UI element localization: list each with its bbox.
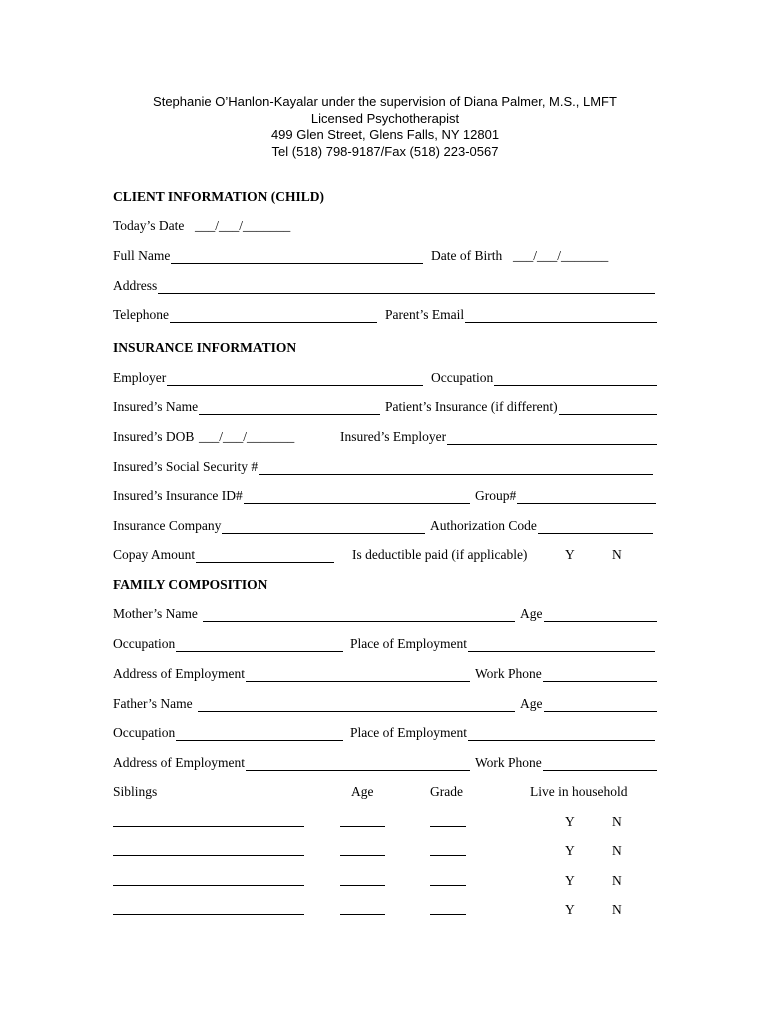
todays-date-row bbox=[113, 218, 658, 238]
employer-field[interactable] bbox=[167, 373, 423, 386]
copay-row bbox=[113, 547, 658, 567]
sibling-grade-field[interactable] bbox=[430, 902, 466, 915]
copay-amount-label: Copay Amount bbox=[113, 547, 196, 562]
fathers-name-label: Father’s Name bbox=[113, 696, 193, 711]
authorization-code-label: Authorization Code bbox=[430, 518, 537, 533]
mother-address-of-employment-field[interactable] bbox=[246, 669, 470, 682]
mother-address-employment-row bbox=[113, 666, 658, 686]
full-name-field[interactable] bbox=[171, 251, 423, 264]
insurance-company-field[interactable] bbox=[222, 521, 425, 534]
practitioner-line: Stephanie O’Hanlon-Kayalar under the supervision of Diana Palmer, M.S., LMFT bbox=[153, 94, 617, 109]
mother-occupation-row bbox=[113, 636, 658, 656]
father-place-of-employment-label: Place of Employment bbox=[350, 725, 467, 740]
occupation-label: Occupation bbox=[431, 370, 494, 385]
sibling-age-field[interactable] bbox=[340, 843, 385, 856]
sibling-name-field[interactable] bbox=[113, 902, 304, 915]
occupation-field[interactable] bbox=[494, 373, 657, 386]
employer-label: Employer bbox=[113, 370, 167, 385]
insureds-employer-field[interactable] bbox=[447, 432, 657, 445]
social-security-field[interactable] bbox=[259, 462, 653, 475]
telephone-row bbox=[113, 307, 658, 327]
father-address-employment-row bbox=[113, 755, 658, 775]
telephone-field[interactable] bbox=[170, 310, 377, 323]
father-occupation-row bbox=[113, 725, 658, 745]
father-address-of-employment-field[interactable] bbox=[246, 758, 470, 771]
mother-place-of-employment-field[interactable] bbox=[468, 639, 655, 652]
mother-age-field[interactable] bbox=[544, 609, 658, 622]
section-title-family: FAMILY COMPOSITION bbox=[113, 577, 268, 592]
mother-work-phone-field[interactable] bbox=[543, 669, 657, 682]
sibling-age-field[interactable] bbox=[340, 814, 385, 827]
sibling-household-yes[interactable]: Y bbox=[565, 902, 575, 917]
father-occupation-field[interactable] bbox=[176, 728, 343, 741]
social-security-row bbox=[113, 459, 658, 479]
patients-insurance-label: Patient’s Insurance (if different) bbox=[385, 399, 558, 414]
father-place-of-employment-field[interactable] bbox=[468, 728, 655, 741]
father-age-field[interactable] bbox=[544, 699, 658, 712]
insureds-employer-label: Insured’s Employer bbox=[340, 429, 447, 444]
deductible-yes-option[interactable]: Y bbox=[565, 547, 575, 562]
insurance-id-label: Insured’s Insurance ID# bbox=[113, 488, 243, 503]
sibling-household-yes[interactable]: Y bbox=[565, 814, 575, 829]
sibling-grade-field[interactable] bbox=[430, 814, 466, 827]
insurance-id-field[interactable] bbox=[244, 491, 470, 504]
fathers-name-field[interactable] bbox=[198, 699, 515, 712]
father-address-of-employment-label: Address of Employment bbox=[113, 755, 245, 770]
insurance-company-label: Insurance Company bbox=[113, 518, 222, 533]
employer-row bbox=[113, 370, 658, 390]
deductible-no-option[interactable]: N bbox=[612, 547, 622, 562]
mothers-name-row bbox=[113, 606, 658, 626]
sibling-household-yes[interactable]: Y bbox=[565, 873, 575, 888]
mothers-name-label: Mother’s Name bbox=[113, 606, 198, 621]
title-line: Licensed Psychotherapist bbox=[310, 110, 460, 126]
social-security-label: Insured’s Social Security # bbox=[113, 459, 259, 474]
full-name-row bbox=[113, 248, 658, 268]
sibling-household-no[interactable]: N bbox=[612, 814, 622, 829]
sibling-household-yes[interactable]: Y bbox=[565, 843, 575, 858]
insureds-name-field[interactable] bbox=[199, 402, 380, 415]
patients-insurance-field[interactable] bbox=[559, 402, 657, 415]
copay-amount-field[interactable] bbox=[196, 550, 334, 563]
parents-email-field[interactable] bbox=[465, 310, 657, 323]
practice-header bbox=[0, 94, 770, 160]
sibling-row bbox=[113, 902, 658, 922]
siblings-household-header: Live in household bbox=[530, 784, 628, 799]
mother-age-label: Age bbox=[520, 606, 543, 621]
section-title-client: CLIENT INFORMATION (CHILD) bbox=[113, 189, 325, 204]
deductible-paid-label: Is deductible paid (if applicable) bbox=[352, 547, 528, 562]
insurance-company-row bbox=[113, 518, 658, 538]
authorization-code-field[interactable] bbox=[538, 521, 653, 534]
sibling-row bbox=[113, 843, 658, 863]
date-of-birth-label: Date of Birth bbox=[431, 248, 503, 263]
sibling-name-field[interactable] bbox=[113, 814, 304, 827]
full-name-label: Full Name bbox=[113, 248, 171, 263]
siblings-header-row bbox=[113, 784, 658, 804]
date-of-birth-field[interactable]: ___/___/_______ bbox=[513, 248, 609, 263]
insureds-dob-label: Insured’s DOB bbox=[113, 429, 195, 444]
insureds-name-row bbox=[113, 399, 658, 419]
phone-fax-line: Tel (518) 798-9187/Fax (518) 223-0567 bbox=[271, 143, 499, 159]
mothers-name-field[interactable] bbox=[203, 609, 515, 622]
parents-email-label: Parent’s Email bbox=[385, 307, 465, 322]
telephone-label: Telephone bbox=[113, 307, 170, 322]
siblings-grade-header: Grade bbox=[430, 784, 463, 799]
group-field[interactable] bbox=[517, 491, 656, 504]
sibling-grade-field[interactable] bbox=[430, 843, 466, 856]
insureds-dob-row bbox=[113, 429, 658, 449]
address-row bbox=[113, 278, 658, 298]
fathers-name-row bbox=[113, 696, 658, 716]
sibling-name-field[interactable] bbox=[113, 873, 304, 886]
father-age-label: Age bbox=[520, 696, 543, 711]
insurance-id-row bbox=[113, 488, 658, 508]
sibling-age-field[interactable] bbox=[340, 902, 385, 915]
sibling-name-field[interactable] bbox=[113, 843, 304, 856]
father-work-phone-label: Work Phone bbox=[475, 755, 542, 770]
todays-date-label: Today’s Date bbox=[113, 218, 185, 233]
address-label: Address bbox=[113, 278, 158, 293]
sibling-age-field[interactable] bbox=[340, 873, 385, 886]
sibling-grade-field[interactable] bbox=[430, 873, 466, 886]
group-label: Group# bbox=[475, 488, 517, 503]
mother-occupation-label: Occupation bbox=[113, 636, 176, 651]
address-line: 499 Glen Street, Glens Falls, NY 12801 bbox=[270, 127, 500, 142]
section-title-insurance: INSURANCE INFORMATION bbox=[113, 340, 297, 355]
siblings-age-header: Age bbox=[351, 784, 374, 799]
siblings-label: Siblings bbox=[113, 784, 158, 799]
sibling-household-no[interactable]: N bbox=[612, 902, 622, 917]
sibling-row bbox=[113, 873, 658, 893]
sibling-household-no[interactable]: N bbox=[612, 843, 622, 858]
father-work-phone-field[interactable] bbox=[543, 758, 657, 771]
father-occupation-label: Occupation bbox=[113, 725, 176, 740]
insureds-name-label: Insured’s Name bbox=[113, 399, 199, 414]
todays-date-field[interactable]: ___/___/_______ bbox=[195, 218, 291, 233]
insureds-dob-field[interactable]: ___/___/_______ bbox=[199, 429, 295, 444]
mother-place-of-employment-label: Place of Employment bbox=[350, 636, 467, 651]
sibling-row bbox=[113, 814, 658, 834]
sibling-household-no[interactable]: N bbox=[612, 873, 622, 888]
mother-work-phone-label: Work Phone bbox=[475, 666, 542, 681]
address-field[interactable] bbox=[158, 281, 655, 294]
mother-address-of-employment-label: Address of Employment bbox=[113, 666, 245, 681]
mother-occupation-field[interactable] bbox=[176, 639, 343, 652]
